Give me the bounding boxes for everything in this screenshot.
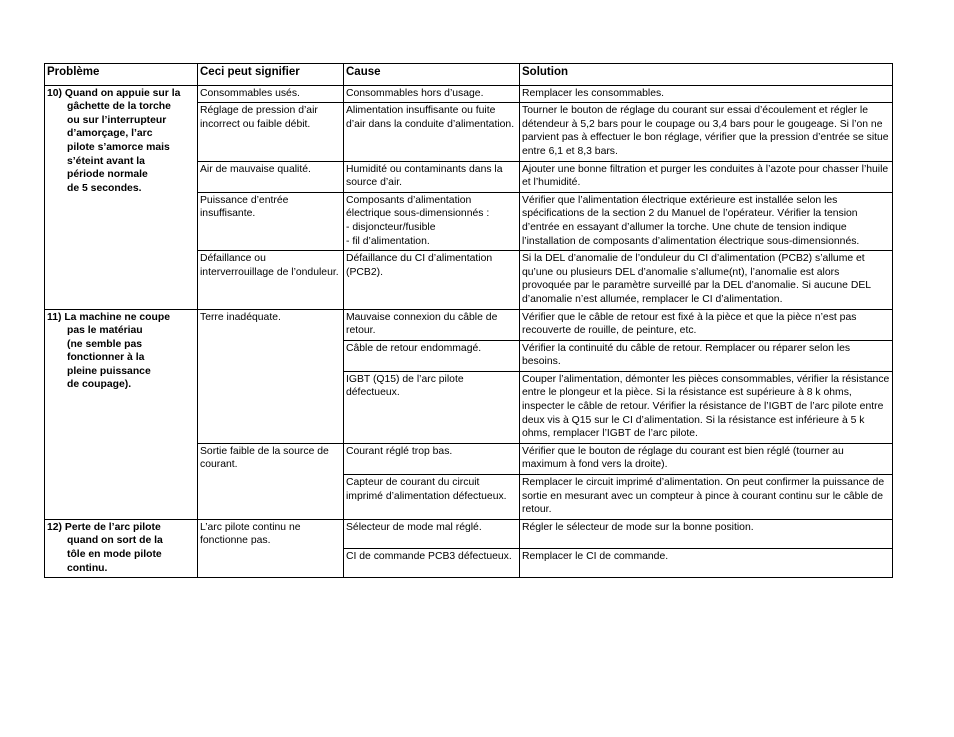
- cause-cell: Consommables hors d’usage.: [344, 85, 520, 103]
- cause-cell: Sélecteur de mode mal réglé.: [344, 519, 520, 548]
- header-cause: Cause: [344, 64, 520, 86]
- troubleshooting-table: [44, 63, 893, 578]
- meaning-cell: Consommables usés.: [198, 85, 344, 103]
- solution-cell: Si la DEL d’anomalie de l’onduleur du CI d’alimentation (PCB2) s’allume et qu’une ou plusieurs DEL d’anomalie s’allume(nt), l’anomalie est alors provoquée par le paramètre surveillé par la DEL d’anomalie. Si aucune DEL d’anomalie n’est allumée, remplacer le CI d’alimentation.: [520, 251, 893, 309]
- table-body: [45, 85, 893, 578]
- problem-line: d’amorçage, l’arc: [67, 128, 153, 140]
- problem-line: de 5 secondes.: [67, 182, 142, 194]
- problem-line: pilote s’amorce mais: [67, 141, 170, 153]
- cause-cell: IGBT (Q15) de l’arc pilote défectueux.: [344, 371, 520, 443]
- solution-cell: Tourner le bouton de réglage du courant sur essai d’écoulement et régler le détendeur à 5,2 bars pour le coupage ou 3,4 bars pour le gougeage. Si l’on ne parvient pas à effectuer le bon réglage, vérifier que la pression d’entrée se situe entre 6,1 et 8,3 bars.: [520, 103, 893, 161]
- cause-cell: Alimentation insuffisante ou fuite d’air dans la conduite d’alimentation.: [344, 103, 520, 161]
- solution-cell: Remplacer le CI de commande.: [520, 549, 893, 578]
- cause-cell: Mauvaise connexion du câble de retour.: [344, 309, 520, 340]
- cause-cell: Humidité ou contaminants dans la source d’air.: [344, 161, 520, 192]
- problem-line: période normale: [67, 169, 148, 181]
- problem-cell: [45, 309, 198, 519]
- cause-cell: Courant réglé trop bas.: [344, 443, 520, 474]
- solution-cell: Vérifier que le câble de retour est fixé à la pièce et que la pièce n’est pas recouverte de rouille, de peinture, etc.: [520, 309, 893, 340]
- problem-cell: [45, 85, 198, 309]
- solution-cell: Remplacer les consommables.: [520, 85, 893, 103]
- problem-line: tôle en mode pilote: [67, 549, 162, 560]
- problem-line: 10) Quand on appuie sur la: [47, 87, 181, 99]
- problem-line: pas le matériau: [67, 325, 143, 337]
- meaning-cell: Réglage de pression d’air incorrect ou faible débit.: [198, 103, 344, 161]
- problem-line: 11) La machine ne coupe: [47, 311, 170, 323]
- troubleshooting-sheet: [44, 63, 892, 578]
- problem-line: de coupage).: [67, 379, 132, 391]
- solution-cell: Vérifier que le bouton de réglage du courant est bien réglé (tourner au maximum à fond vers la droite).: [520, 443, 893, 474]
- problem-line: (ne semble pas: [67, 338, 143, 350]
- problem-cell: [45, 519, 198, 577]
- header-row: [45, 64, 893, 86]
- header-probleme: Problème: [45, 64, 198, 86]
- table-row: [45, 85, 893, 103]
- problem-line: fonctionner à la: [67, 352, 145, 364]
- problem-line: s’éteint avant la: [67, 155, 145, 167]
- meaning-cell: Air de mauvaise qualité.: [198, 161, 344, 192]
- table-row: [45, 519, 893, 548]
- cause-cell: Défaillance du CI d’alimentation (PCB2).: [344, 251, 520, 309]
- solution-cell: Vérifier la continuité du câble de retour. Remplacer ou réparer selon les besoins.: [520, 340, 893, 371]
- problem-line: pleine puissance: [67, 365, 151, 377]
- cause-cell: Composants d’alimentation électrique sous-dimensionnés : - disjoncteur/fusible - fil d’alimentation.: [344, 192, 520, 250]
- solution-cell: Ajouter une bonne filtration et purger les conduites à l’azote pour chasser l’huile et l’humidité.: [520, 161, 893, 192]
- problem-line: quand on sort de la: [67, 535, 163, 547]
- solution-cell: Vérifier que l’alimentation électrique extérieure est installée selon les spécifications de la section 2 du Manuel de l’opérateur. Vérifier la tension d’entrée en essayant d’allumer la torche. Une chute de tension indique l’installation de composants d’alimentation électrique sous-dimensionnés.: [520, 192, 893, 250]
- meaning-cell: Sortie faible de la source de courant.: [198, 443, 344, 519]
- problem-line: gâchette de la torche: [67, 101, 171, 113]
- header-signification: Ceci peut signifier: [198, 64, 344, 86]
- header-solution: Solution: [520, 64, 893, 86]
- table-row: [45, 309, 893, 340]
- meaning-cell: L’arc pilote continu ne fonctionne pas.: [198, 519, 344, 577]
- solution-cell: Régler le sélecteur de mode sur la bonne position.: [520, 519, 893, 548]
- cause-cell: Capteur de courant du circuit imprimé d’alimentation défectueux.: [344, 475, 520, 520]
- meaning-cell: Puissance d’entrée insuffisante.: [198, 192, 344, 250]
- cause-cell: Câble de retour endommagé.: [344, 340, 520, 371]
- problem-line: continu.: [67, 562, 108, 574]
- cause-cell: CI de commande PCB3 défectueux.: [344, 549, 520, 578]
- problem-line: ou sur l’interrupteur: [67, 114, 167, 126]
- solution-cell: Couper l’alimentation, démonter les pièces consommables, vérifier la résistance entre le plongeur et la pièce. Si la résistance est supérieure à 8 k ohms, inspecter le câble de retour. Vérifier la résistance de l’IGBT de l’arc pilote entre deux vis à Q15 sur le CI d’alimentation. Si la résistance est inférieure à 5 k ohms, remplacer l’IGBT de l’arc pilote.: [520, 371, 893, 443]
- meaning-cell: Défaillance ou interverrouillage de l’onduleur.: [198, 251, 344, 309]
- meaning-cell: Terre inadéquate.: [198, 309, 344, 443]
- problem-line: 12) Perte de l’arc pilote: [47, 521, 161, 533]
- solution-cell: Remplacer le circuit imprimé d’alimentation. On peut confirmer la puissance de sortie en mesurant avec un compteur à pince à courant continu sur le câble de retour.: [520, 475, 893, 520]
